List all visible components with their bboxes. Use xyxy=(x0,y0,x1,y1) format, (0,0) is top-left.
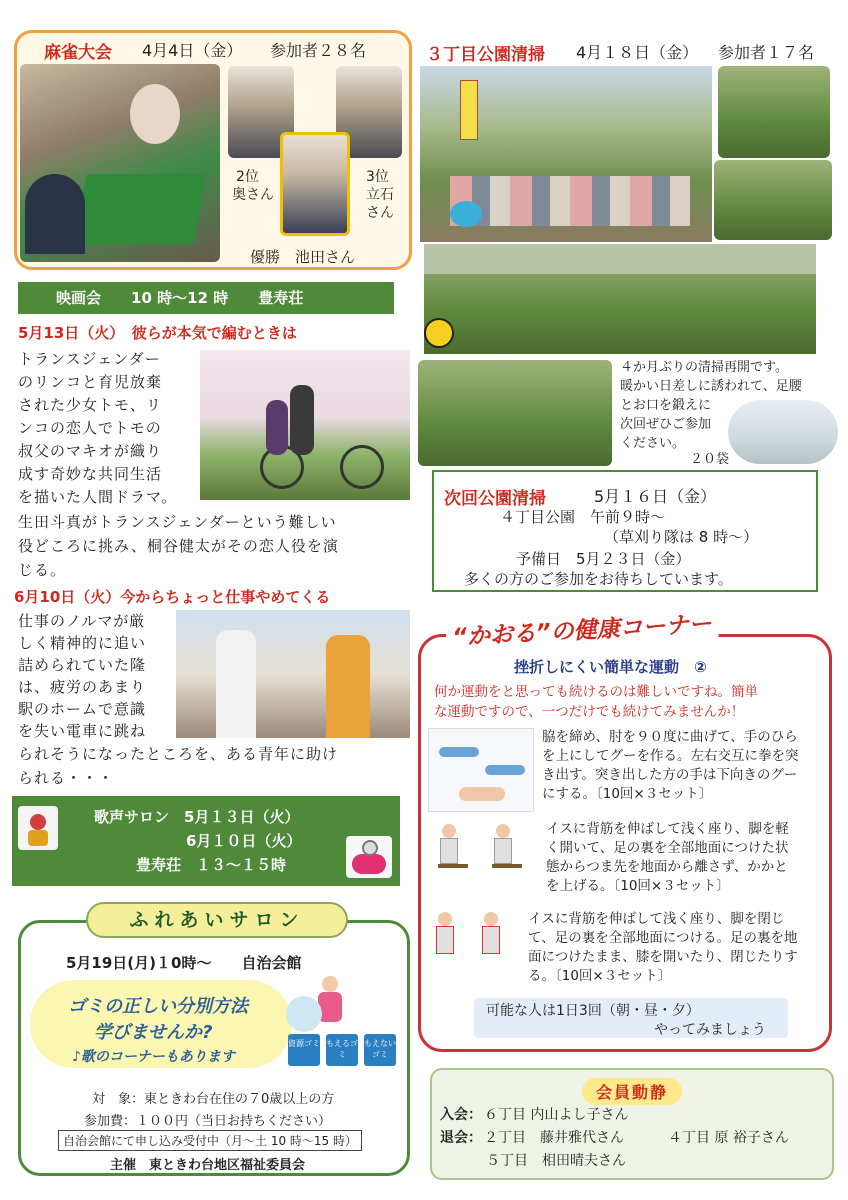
film1-desc: トランスジェンダー のリンコと育児放棄 された少女トモ、リ ンコの恋人でトモの 叔父のマキオが織り 成す奇妙な共同生活 を描いた人間ドラマ。 xyxy=(18,350,178,506)
exercise-2-illustration xyxy=(428,824,536,890)
mahjong-title: 麻雀大会 xyxy=(44,43,112,63)
cleanup-garbage-bags-photo xyxy=(728,400,838,464)
cleanup-date: 4月１８日（金） xyxy=(576,43,699,62)
bin-burnable: もえるゴミ xyxy=(326,1034,358,1066)
movie-header: 映画会 10 時～12 時 豊寿荘 xyxy=(18,282,394,314)
fureai-apply: 自治会館にて申し込み受付中（月～土 10 時～15 時） xyxy=(58,1130,362,1151)
fureai-fee: 参加費：１００円（当日お持ちください） xyxy=(84,1114,332,1129)
health-footer-1: 可能な人は1日3回（朝・昼・夕） xyxy=(486,1003,700,1019)
fureai-date-place: 5月19日(月)１0時～ 自治会館 xyxy=(66,954,302,972)
next-cleanup-line-2: （草刈り隊は 8 時～） xyxy=(604,528,759,546)
fureai-title: ふれあいサロン xyxy=(86,902,348,938)
second-label: 2位 xyxy=(236,169,259,185)
bin-nonburnable: もえないゴミ xyxy=(364,1034,396,1066)
health-intro-2: な運動ですので、一つだけでも続けてみませんか！ xyxy=(434,704,745,720)
cleanup-participants: 参加者１７名 xyxy=(718,43,815,62)
film2-title: 6月10日（火）今からちょっと仕事やめてくる xyxy=(14,588,331,606)
garbage-bag-icon xyxy=(286,996,322,1032)
next-cleanup-line-3: 予備日 5月２３日（金） xyxy=(516,550,691,568)
cleanup-photo-mower-1 xyxy=(718,66,830,158)
exercise-2-text: イスに背筋を伸ばして浅く座り、脚を軽 く開いて、足の裏を全部地面につけた状 態からつま先を地面から離さず、かかと を上げる。〔10回×３セット〕 xyxy=(546,821,789,894)
cleanup-group-photo xyxy=(420,66,712,242)
cleanup-photo-mower-2 xyxy=(714,160,832,240)
cleanup-bag-count: ２０袋 xyxy=(690,452,730,467)
film2-desc: 仕事のノルマが厳 しく精神的に追い 詰められていた隆 は、疲労のあまり 駅のホームで意識 を失い電車に跳ね xyxy=(18,612,147,740)
third-name-2: さん xyxy=(366,205,394,221)
third-label: 3位 xyxy=(366,169,389,185)
exercise-3-text: イスに背筋を伸ばして浅く座り、脚を閉じ て、足の裏を全部地面につける。足の裏を地 面につけたまま、膝を開いたり、閉じたりす る。〔10回×３セット〕 xyxy=(528,911,798,984)
members-title: 会員動静 xyxy=(582,1078,682,1105)
film2-photo xyxy=(176,610,410,738)
fureai-host: 主催 東ときわ台地区福祉委員会 xyxy=(110,1158,306,1173)
exercise-1-illustration xyxy=(428,728,534,812)
song-salon-box xyxy=(12,796,400,886)
song-line-1: 歌声サロン 5月１３日（火） xyxy=(94,808,300,826)
exercise-1-text: 脇を締め、肘を９０度に曲げて、手のひら を上にしてグーを作る。左右交互に拳を突 き出す。突き出した方の手は下向きのグー にする。〔10回×３セット〕 xyxy=(542,729,799,802)
winner-label: 優勝 池田さん xyxy=(250,248,356,266)
cleanup-note: ４か月ぶりの清掃再開です。 暖かい日差しに誘われて、足腰 とお口を鍛えに 次回ぜひご参加 ください。 xyxy=(620,360,802,451)
next-cleanup-date: 5月１６日（金） xyxy=(594,487,717,506)
cleanup-mascot-icon xyxy=(424,318,454,348)
fureai-target: 対 象：東ときわ台在住の７0歳以上の方 xyxy=(92,1092,335,1107)
next-cleanup-title: 次回公園清掃 xyxy=(444,489,546,509)
third-name-1: 立石 xyxy=(366,187,394,203)
members-join: ６丁目 内山よし子さん xyxy=(484,1107,629,1123)
next-cleanup-line-1: ４丁目公園 午前９時～ xyxy=(500,508,666,526)
song-line-3: 豊寿荘 １３～１５時 xyxy=(136,856,287,874)
members-leave-3: ５丁目 相田晴夫さん xyxy=(486,1153,626,1169)
health-intro-1: 何か運動をと思っても続けるのは難しいですね。簡単 xyxy=(434,684,758,700)
song-icon-right xyxy=(346,836,392,878)
health-title: “かおる”の健康コーナー xyxy=(445,605,718,652)
health-subtitle: 挫折しにくい簡単な運動 ② xyxy=(514,658,707,676)
mahjong-date: 4月4日（金） xyxy=(142,41,243,60)
next-cleanup-line-4: 多くの方のご参加をお待ちしています。 xyxy=(464,570,733,588)
mahjong-photo xyxy=(20,64,220,262)
garbage-line-2: 学びませんか? xyxy=(94,1022,213,1043)
film1-photo xyxy=(200,350,410,500)
members-join-label: 入会： xyxy=(440,1107,482,1123)
film1-desc-full: 生田斗真がトランスジェンダーという難しい 役どころに挑み、桐谷健太がその恋人役を演 じる。 xyxy=(18,513,339,579)
cleanup-title: ３丁目公園清掃 xyxy=(426,45,545,65)
second-name: 奥さん xyxy=(232,187,274,203)
exercise-3-illustration xyxy=(428,912,522,978)
health-footer-2: やってみましょう xyxy=(654,1022,766,1038)
film1-title: 5月13日（火） 彼らが本気で編むときは xyxy=(18,324,297,342)
winner-photo xyxy=(280,132,350,236)
garbage-line-1: ゴミの正しい分別方法 xyxy=(68,996,248,1017)
film2-desc-full: られそうになったところを、ある青年に助け られる・・・ xyxy=(18,745,339,787)
cleanup-photo-bags-people xyxy=(418,360,612,466)
bin-resource: 資源ゴミ xyxy=(288,1034,320,1066)
members-leave-2: ４丁目 原 裕子さん xyxy=(668,1130,789,1146)
members-leave-label: 退会： xyxy=(440,1130,482,1146)
members-leave-1: ２丁目 藤井雅代さん xyxy=(484,1130,624,1146)
song-icon-left xyxy=(18,806,58,850)
cleanup-photo-workers xyxy=(424,244,816,354)
mahjong-participants: 参加者２８名 xyxy=(270,41,367,60)
song-corner: ♪歌のコーナーもあります xyxy=(72,1049,235,1065)
song-line-2: 6月１０日（火） xyxy=(186,832,302,850)
